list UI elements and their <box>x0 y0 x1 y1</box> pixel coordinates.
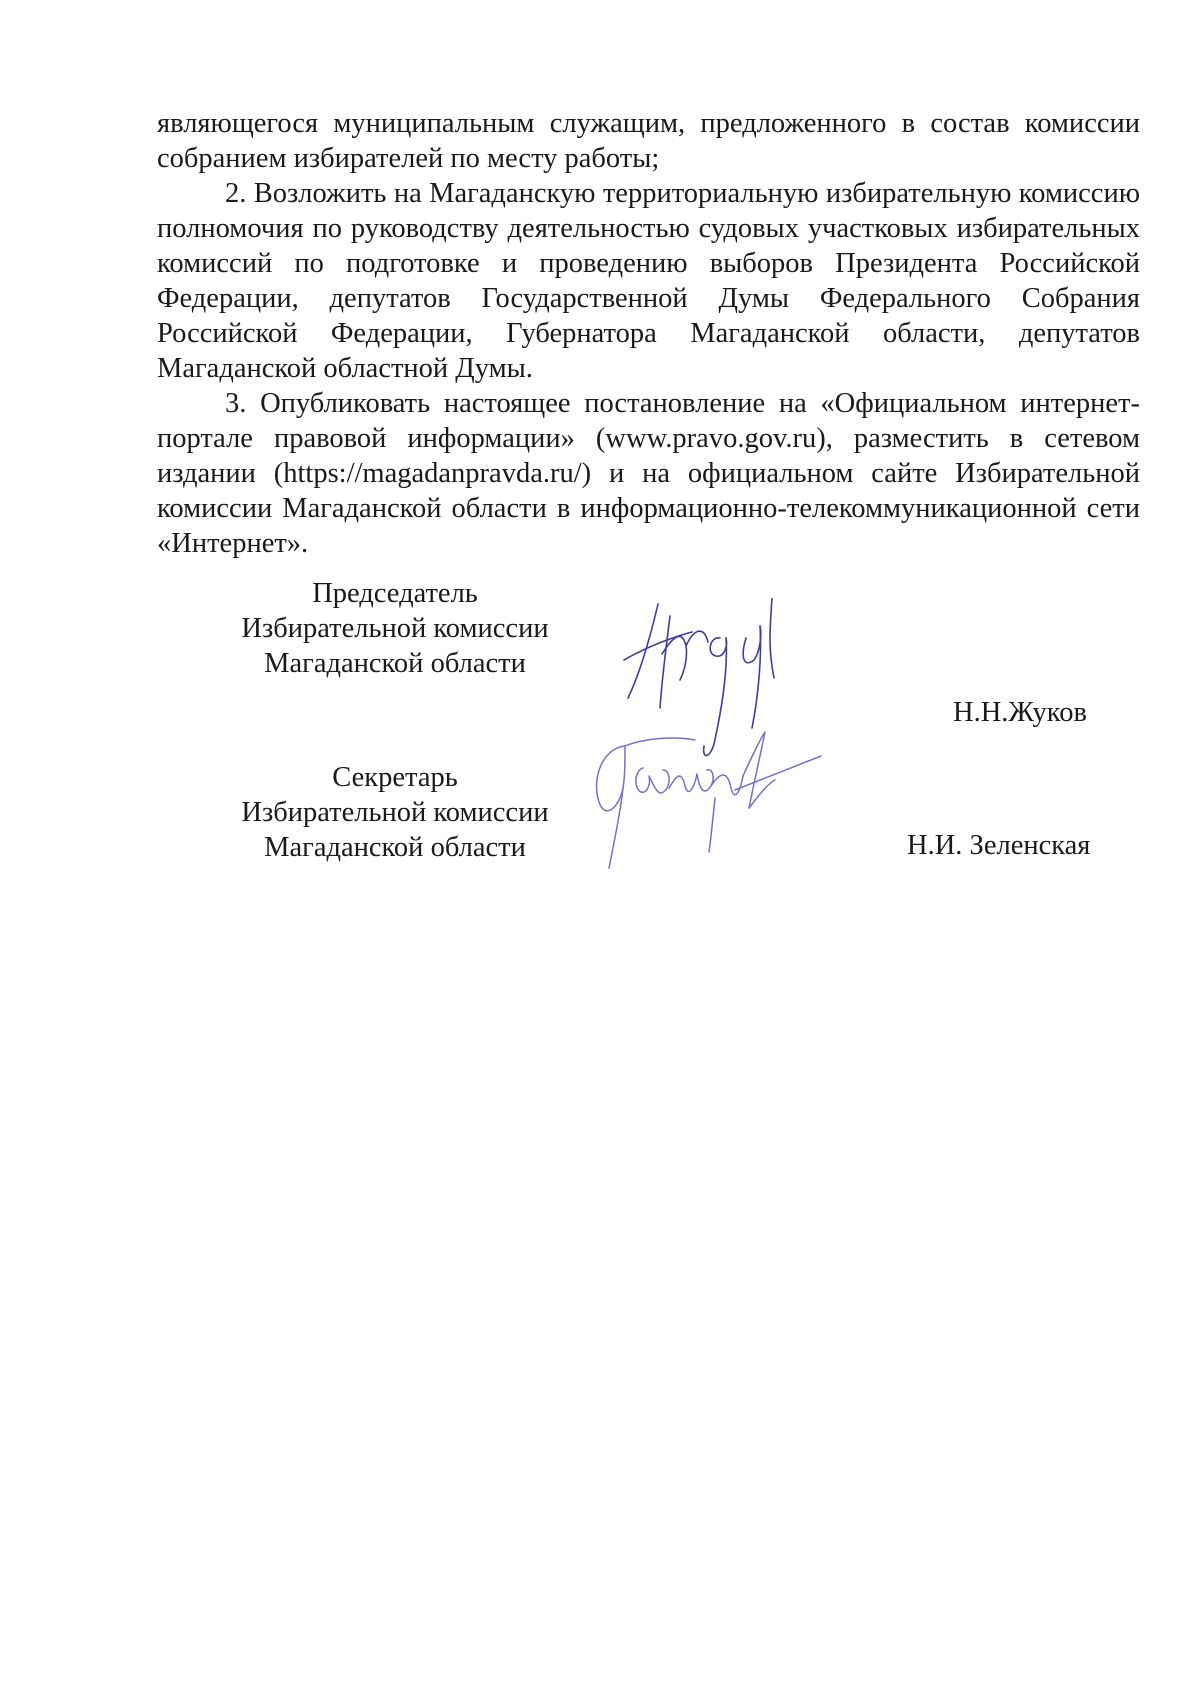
chairman-name: Н.Н.Жуков <box>953 697 1087 728</box>
document-body <box>157 106 1140 561</box>
secretary-title <box>225 760 565 865</box>
secretary-title-line-1: Секретарь <box>332 762 458 793</box>
secretary-signature-icon <box>585 728 825 878</box>
paragraph-item-3: 3. Опубликовать настоящее постановление на «Официальном интернет-портале правовой информации» (www.pravo.gov.ru), разместить в сетевом издании (https://magadanpravda.ru/) и на официальном сайте Избирательной комиссии Магаданской области в информационно-телекоммуникационной сети «Интернет». <box>157 388 1140 559</box>
chairman-title-line-1: Председатель <box>312 578 478 609</box>
chairman-title <box>225 576 565 681</box>
paragraph-continuation: являющегося муниципальным служащим, предложенного в состав комиссии собранием избирателей по месту работы; <box>157 108 1140 174</box>
secretary-name: Н.И. Зеленская <box>907 830 1091 861</box>
paragraph-item-2: 2. Возложить на Магаданскую территориальную избирательную комиссию полномочия по руководству деятельностью судовых участковых избирательных комиссий по подготовке и проведению выборов Президента Российской Федерации, депутатов Государственной Думы Федерального Собрания Российской Федерации, Губернатора Магаданской области, депутатов Магаданской областной Думы. <box>157 178 1140 384</box>
chairman-title-line-2: Избирательной комиссии <box>241 613 549 644</box>
secretary-title-line-3: Магаданской области <box>264 832 526 863</box>
secretary-title-line-2: Избирательной комиссии <box>241 797 549 828</box>
chairman-title-line-3: Магаданской области <box>264 648 526 679</box>
